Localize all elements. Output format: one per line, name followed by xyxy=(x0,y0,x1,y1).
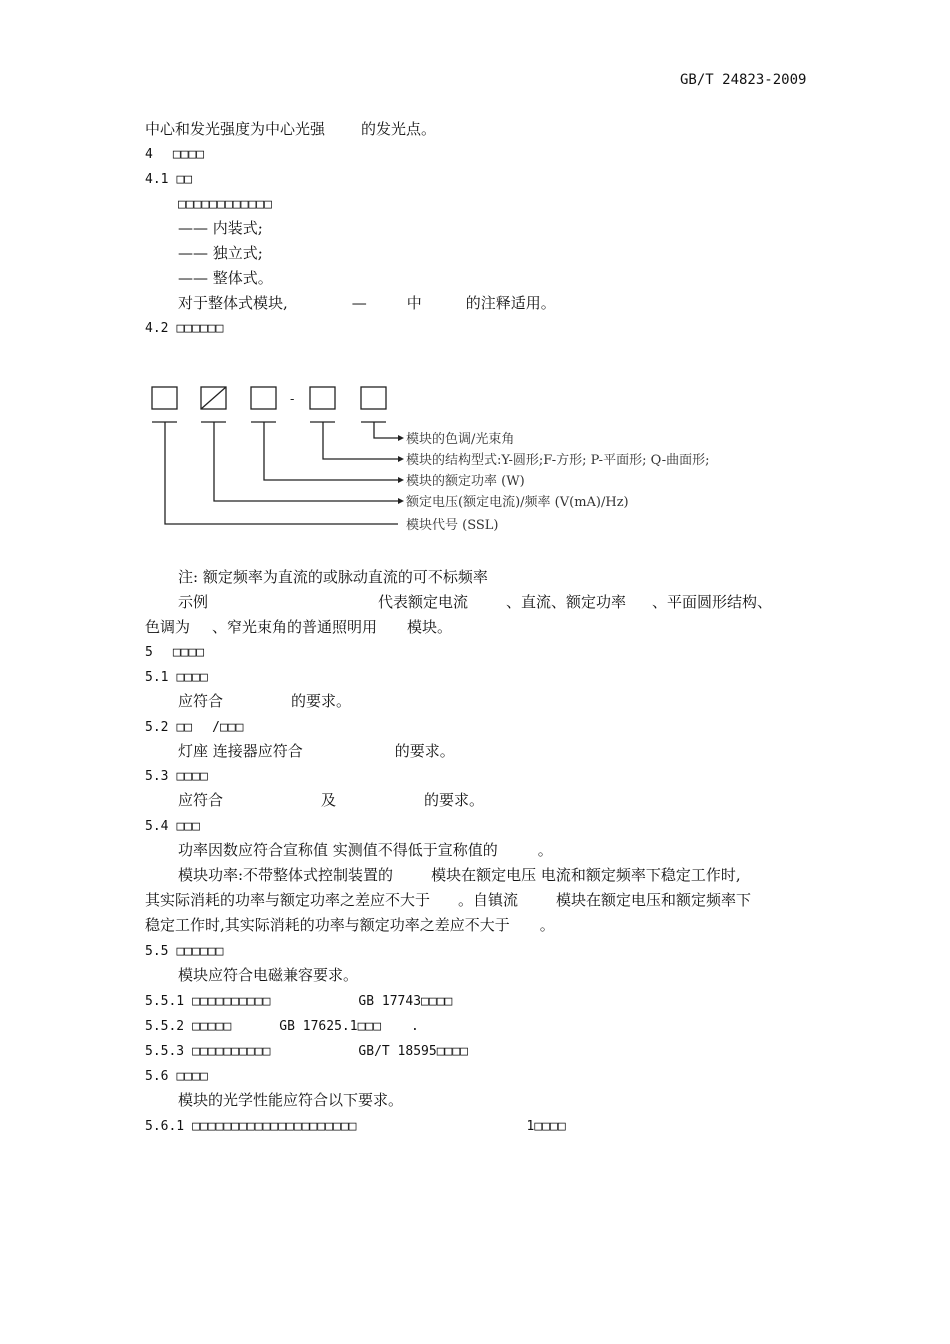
label-module-code: 模块代号 (SSL) xyxy=(406,518,499,533)
section-number: 5 xyxy=(145,645,153,660)
section-number: 5.1 xyxy=(145,670,169,685)
slash-mark xyxy=(201,387,226,409)
text-segment: 示例 xyxy=(178,593,209,611)
section-title: □□□□ xyxy=(534,1119,566,1134)
text-segment: 灯座 连接器应符合 xyxy=(178,742,303,760)
list-item: —— 整体式。 xyxy=(178,269,273,287)
text-segment: 代表额定电流 xyxy=(378,593,469,611)
code-box-1 xyxy=(152,387,177,409)
code-box-3 xyxy=(251,387,276,409)
section-title: □□□□□□ xyxy=(176,944,224,959)
section-number: 5.6 xyxy=(145,1069,169,1084)
text-line xyxy=(145,891,751,909)
section-title: □□□□ xyxy=(176,1069,208,1084)
text-segment: 、平面圆形结构、 xyxy=(652,593,773,611)
text-line xyxy=(178,791,484,809)
text-segment: 的发光点。 xyxy=(361,120,437,138)
text-segment: 。 xyxy=(539,916,555,934)
note: 注: 额定频率为直流的或脉动直流的可不标频率 xyxy=(178,568,488,586)
text-segment: 的要求。 xyxy=(394,742,455,760)
section-title: □□ xyxy=(176,720,193,735)
section-heading-5-2 xyxy=(145,719,243,737)
label-structure-type: 模块的结构型式:Y-圆形;F-方形; P-平面形; Q-曲面形; xyxy=(406,453,710,468)
leader-line xyxy=(323,422,398,459)
example-line xyxy=(178,593,772,611)
section-title: □□□□□□□□□□ xyxy=(192,1044,271,1059)
code-box-5 xyxy=(361,387,386,409)
section-heading-5-5-1 xyxy=(145,993,452,1011)
text-segment: 功率因数应符合宣称值 实测值不得低于宣称值的 xyxy=(178,841,498,859)
section-title: □□□□ xyxy=(172,147,205,162)
standard-reference: GB 17625.1 xyxy=(279,1019,358,1034)
section-number: 4.1 xyxy=(145,172,169,187)
section-heading-4-1 xyxy=(145,171,192,189)
section-number: 5.5.2 xyxy=(145,1019,185,1034)
section-title: □□□ xyxy=(176,819,200,834)
section-number: 4.2 xyxy=(145,321,169,336)
label-rated-power: 模块的额定功率 (W) xyxy=(406,474,525,489)
text-segment: 的注释适用。 xyxy=(465,294,556,312)
section-title: □□□□□□ xyxy=(176,321,224,336)
text-segment: 稳定工作时,其实际消耗的功率与额定功率之差应不大于 xyxy=(145,916,510,934)
text-segment: 、直流、额定功率 xyxy=(506,593,627,611)
text-line xyxy=(178,866,741,884)
section-heading-5-6 xyxy=(145,1068,208,1086)
standard-number: GB/T 24823-2009 xyxy=(680,72,807,88)
text-segment: 。自镇流 xyxy=(458,891,519,909)
text-segment: 对于整体式模块, xyxy=(178,294,288,312)
text-line xyxy=(178,742,455,760)
section-title: □□□□ xyxy=(176,670,208,685)
text-segment: 模块。 xyxy=(407,618,453,636)
section-number: 5.2 xyxy=(145,720,169,735)
section-title: □□□□ xyxy=(172,645,205,660)
text-line xyxy=(145,120,436,138)
text-segment: 模块功率:不带整体式控制装置的 xyxy=(178,866,394,884)
code-box-4 xyxy=(310,387,335,409)
section-number: 5.4 xyxy=(145,819,169,834)
example-line xyxy=(145,618,452,636)
section-title: □□□ xyxy=(357,1019,382,1034)
table-reference: 1 xyxy=(526,1119,535,1134)
text-line xyxy=(178,294,556,312)
text-segment: 、窄光束角的普通照明用 xyxy=(212,618,378,636)
text-line xyxy=(178,841,553,859)
section-heading-4-2 xyxy=(145,320,223,338)
text-segment: 中 xyxy=(406,294,422,312)
section-title: . xyxy=(411,1019,419,1034)
section-number: 5.5.1 xyxy=(145,994,185,1009)
section-heading-5-6-1 xyxy=(145,1118,566,1136)
text-line xyxy=(145,916,555,934)
label-color-beam-angle: 模块的色调/光束角 xyxy=(406,432,515,447)
leader-line xyxy=(214,422,398,501)
text-segment: 模块在额定电压和额定频率下 xyxy=(556,891,752,909)
section-heading-5-1 xyxy=(145,669,208,687)
section-heading-5-5-2 xyxy=(145,1018,419,1036)
section-title: □□ xyxy=(176,172,193,187)
standard-reference: GB/T 18595 xyxy=(358,1044,437,1059)
section-number: 5.5 xyxy=(145,944,169,959)
separator-dash: - xyxy=(290,392,295,407)
section-number: 5.5.3 xyxy=(145,1044,185,1059)
section-title: □□□□□□□□□□ xyxy=(192,994,271,1009)
section-number: 4 xyxy=(145,147,153,162)
label-rated-voltage-frequency: 额定电压(额定电流)/频率 (V(mA)/Hz) xyxy=(406,495,629,510)
text-segment: 色调为 xyxy=(145,618,191,636)
text-segment: 的要求。 xyxy=(291,692,352,710)
section-title: /□□□ xyxy=(212,720,244,735)
text-segment: 中心和发光强度为中心光强 xyxy=(145,120,326,138)
text-segment: 。 xyxy=(537,841,553,859)
section-title: □□□□ xyxy=(421,994,453,1009)
leader-line xyxy=(374,422,398,438)
section-heading-5 xyxy=(145,644,204,662)
text-line: 模块的光学性能应符合以下要求。 xyxy=(178,1091,404,1109)
leader-line xyxy=(165,422,398,524)
model-designation-diagram xyxy=(140,378,800,538)
text-line: 模块应符合电磁兼容要求。 xyxy=(178,966,359,984)
standard-reference: GB 17743 xyxy=(358,994,422,1009)
text-segment: 及 xyxy=(321,791,337,809)
section-heading-4 xyxy=(145,146,204,164)
section-title: □□□□ xyxy=(176,769,208,784)
list-item: —— 独立式; xyxy=(178,244,263,262)
text-segment: 其实际消耗的功率与额定功率之差应不大于 xyxy=(145,891,431,909)
text-segment: — xyxy=(351,294,367,312)
section-title: □□□□□ xyxy=(192,1019,232,1034)
section-heading-5-5 xyxy=(145,943,223,961)
section-number: 5.3 xyxy=(145,769,169,784)
section-title: □□□□□□□□□□□□□□□□□□□□□ xyxy=(192,1119,357,1134)
section-heading-5-5-3 xyxy=(145,1043,468,1061)
section-title: □□□□ xyxy=(436,1044,469,1059)
leader-line xyxy=(264,422,398,480)
list-item: —— 内装式; xyxy=(178,219,263,237)
text-segment: 应符合 xyxy=(178,692,224,710)
text-segment: 的要求。 xyxy=(424,791,485,809)
section-heading-5-4 xyxy=(145,818,200,836)
text-line: □□□□□□□□□□□□ xyxy=(178,197,272,212)
text-segment: 模块在额定电压 电流和额定频率下稳定工作时, xyxy=(431,866,741,884)
text-line xyxy=(178,692,351,710)
text-segment: 应符合 xyxy=(178,791,224,809)
section-number: 5.6.1 xyxy=(145,1119,185,1134)
section-heading-5-3 xyxy=(145,768,208,786)
